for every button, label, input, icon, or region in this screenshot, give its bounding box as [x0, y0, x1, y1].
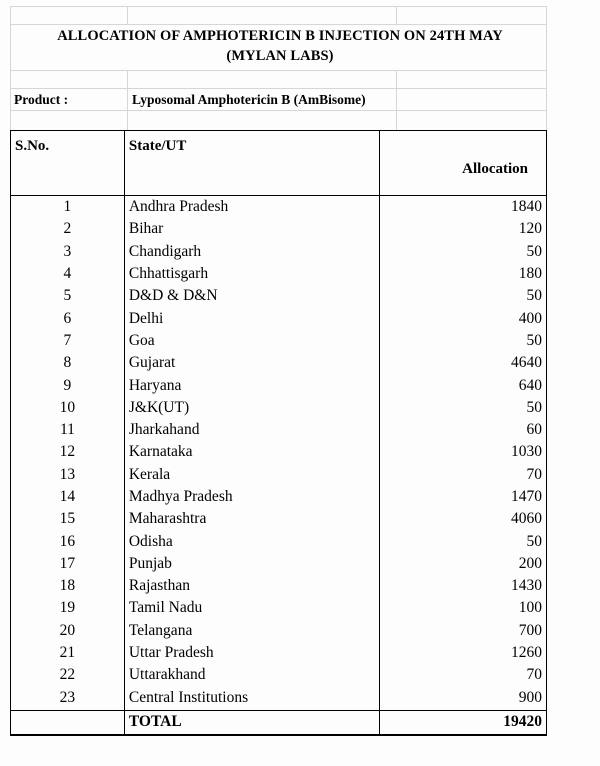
grid-line — [396, 6, 397, 24]
cell-allocation: 50 — [379, 330, 546, 352]
cell-sno: 20 — [11, 620, 125, 642]
cell-sno: 10 — [11, 397, 125, 419]
cell-allocation: 1470 — [379, 486, 546, 508]
cell-allocation: 50 — [379, 285, 546, 307]
table-row — [11, 486, 547, 508]
product-label: Product : — [14, 92, 69, 107]
cell-allocation: 70 — [379, 664, 546, 686]
cell-sno: 16 — [11, 530, 125, 552]
cell-allocation: 70 — [379, 464, 546, 486]
header-allocation: Allocation — [379, 131, 546, 196]
cell-allocation: 60 — [379, 419, 546, 441]
cell-state: Chhattisgarh — [124, 263, 379, 285]
total-row — [11, 710, 547, 735]
title-line-1: ALLOCATION OF AMPHOTERICIN B INJECTION ON 24TH MAY — [57, 28, 503, 44]
table-row — [11, 196, 547, 219]
cell-allocation: 400 — [379, 307, 546, 329]
cell-sno: 11 — [11, 419, 125, 441]
total-label: TOTAL — [124, 710, 379, 735]
grid-line — [10, 24, 547, 25]
grid-line — [396, 70, 397, 130]
table-row — [11, 397, 547, 419]
cell-state: Kerala — [124, 464, 379, 486]
table-row — [11, 330, 547, 352]
cell-state: Odisha — [124, 530, 379, 552]
total-value: 19420 — [379, 710, 546, 735]
cell-allocation: 180 — [379, 263, 546, 285]
cell-sno: 9 — [11, 374, 125, 396]
cell-state: J&K(UT) — [124, 397, 379, 419]
cell-sno: 14 — [11, 486, 125, 508]
cell-sno: 1 — [11, 196, 125, 219]
cell-allocation: 50 — [379, 397, 546, 419]
product-value: Lyposomal Amphotericin B (AmBisome) — [132, 92, 366, 107]
cell-allocation: 900 — [379, 687, 546, 711]
cell-allocation: 1260 — [379, 642, 546, 664]
cell-sno: 3 — [11, 241, 125, 263]
table-row — [11, 530, 547, 552]
table-row — [11, 285, 547, 307]
grid-line — [127, 70, 128, 130]
cell-state: Karnataka — [124, 441, 379, 463]
cell-state: Bihar — [124, 218, 379, 240]
cell-state: Punjab — [124, 553, 379, 575]
table-row — [11, 352, 547, 374]
document-title — [10, 26, 550, 66]
cell-state: Goa — [124, 330, 379, 352]
cell-sno: 2 — [11, 218, 125, 240]
table-row — [11, 597, 547, 619]
cell-sno: 7 — [11, 330, 125, 352]
cell-allocation: 1030 — [379, 441, 546, 463]
cell-state: Haryana — [124, 374, 379, 396]
cell-allocation: 4640 — [379, 352, 546, 374]
table-row — [11, 642, 547, 664]
table-row — [11, 419, 547, 441]
cell-sno: 4 — [11, 263, 125, 285]
title-line-2: (MYLAN LABS) — [226, 48, 334, 64]
cell-allocation: 200 — [379, 553, 546, 575]
grid-line — [10, 6, 11, 130]
cell-sno: 17 — [11, 553, 125, 575]
cell-state: Uttarakhand — [124, 664, 379, 686]
cell-state: Delhi — [124, 307, 379, 329]
table-row — [11, 464, 547, 486]
grid-line — [10, 6, 547, 7]
header-state: State/UT — [124, 131, 379, 196]
cell-sno: 18 — [11, 575, 125, 597]
cell-sno: 8 — [11, 352, 125, 374]
cell-sno: 21 — [11, 642, 125, 664]
cell-state: Rajasthan — [124, 575, 379, 597]
total-sno-cell — [11, 710, 125, 735]
cell-state: Chandigarh — [124, 241, 379, 263]
table-row — [11, 687, 547, 711]
cell-state: Tamil Nadu — [124, 597, 379, 619]
cell-allocation: 50 — [379, 241, 546, 263]
cell-state: Maharashtra — [124, 508, 379, 530]
table-row — [11, 620, 547, 642]
cell-allocation: 1840 — [379, 196, 546, 219]
cell-allocation: 640 — [379, 374, 546, 396]
cell-allocation: 700 — [379, 620, 546, 642]
cell-state: Telangana — [124, 620, 379, 642]
cell-sno: 15 — [11, 508, 125, 530]
cell-sno: 12 — [11, 441, 125, 463]
cell-state: D&D & D&N — [124, 285, 379, 307]
table-row — [11, 664, 547, 686]
table-row — [11, 508, 547, 530]
table-header-row — [11, 131, 547, 196]
grid-line — [10, 70, 547, 71]
cell-sno: 19 — [11, 597, 125, 619]
table-row — [11, 241, 547, 263]
cell-allocation: 100 — [379, 597, 546, 619]
table-row — [11, 218, 547, 240]
table-row — [11, 553, 547, 575]
cell-sno: 22 — [11, 664, 125, 686]
allocation-table — [10, 130, 547, 736]
cell-sno: 5 — [11, 285, 125, 307]
cell-allocation: 1430 — [379, 575, 546, 597]
grid-line — [10, 110, 547, 111]
cell-allocation: 50 — [379, 530, 546, 552]
cell-state: Gujarat — [124, 352, 379, 374]
cell-allocation: 120 — [379, 218, 546, 240]
cell-state: Madhya Pradesh — [124, 486, 379, 508]
cell-sno: 6 — [11, 307, 125, 329]
grid-line — [127, 6, 128, 24]
table-row — [11, 575, 547, 597]
table-row — [11, 441, 547, 463]
grid-line — [10, 88, 547, 89]
header-sno: S.No. — [11, 131, 125, 196]
table-body — [11, 196, 547, 711]
cell-state: Jharkahand — [124, 419, 379, 441]
cell-sno: 13 — [11, 464, 125, 486]
cell-state: Central Institutions — [124, 687, 379, 711]
cell-state: Uttar Pradesh — [124, 642, 379, 664]
table-row — [11, 374, 547, 396]
cell-allocation: 4060 — [379, 508, 546, 530]
cell-state: Andhra Pradesh — [124, 196, 379, 219]
table-row — [11, 263, 547, 285]
table-row — [11, 307, 547, 329]
cell-sno: 23 — [11, 687, 125, 711]
grid-line — [546, 6, 547, 130]
